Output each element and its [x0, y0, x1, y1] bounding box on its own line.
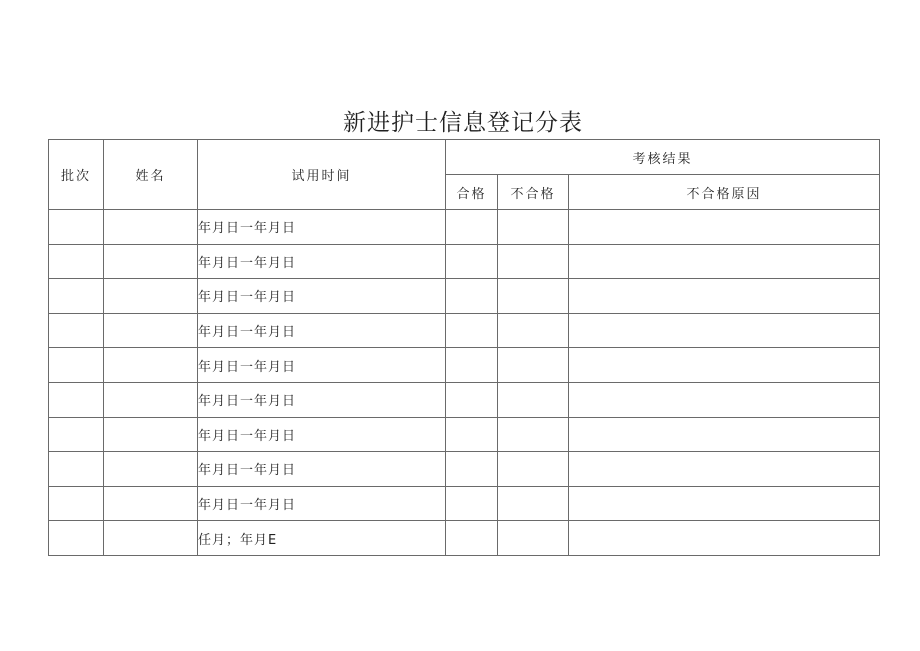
- page-title: 新进护士信息登记分表: [343, 110, 583, 136]
- cell-pass[interactable]: [446, 244, 498, 279]
- header-batch: 批次: [49, 140, 104, 210]
- cell-period[interactable]: 年月日一年月日: [198, 210, 446, 245]
- cell-fail[interactable]: [498, 313, 569, 348]
- cell-period[interactable]: 年月日一年月日: [198, 348, 446, 383]
- cell-fail[interactable]: [498, 486, 569, 521]
- cell-fail[interactable]: [498, 452, 569, 487]
- cell-fail-reason[interactable]: [569, 382, 880, 417]
- cell-name[interactable]: [104, 313, 198, 348]
- cell-fail-reason[interactable]: [569, 486, 880, 521]
- table-row: [49, 348, 880, 383]
- registration-table: [48, 139, 880, 556]
- cell-batch[interactable]: [49, 210, 104, 245]
- header-pass: 合格: [446, 175, 498, 210]
- table-row: [49, 279, 880, 314]
- cell-period[interactable]: 任月；年月E: [198, 521, 446, 556]
- header-row-main: [49, 140, 880, 175]
- cell-batch[interactable]: [49, 348, 104, 383]
- cell-fail[interactable]: [498, 348, 569, 383]
- table-row: [49, 417, 880, 452]
- cell-name[interactable]: [104, 279, 198, 314]
- cell-name[interactable]: [104, 348, 198, 383]
- cell-name[interactable]: [104, 452, 198, 487]
- cell-fail-reason[interactable]: [569, 279, 880, 314]
- table-row: [49, 521, 880, 556]
- cell-name[interactable]: [104, 244, 198, 279]
- cell-fail[interactable]: [498, 382, 569, 417]
- cell-period[interactable]: 年月日一年月日: [198, 417, 446, 452]
- header-period: 试用时间: [198, 140, 446, 210]
- cell-name[interactable]: [104, 521, 198, 556]
- cell-fail-reason[interactable]: [569, 210, 880, 245]
- cell-fail-reason[interactable]: [569, 521, 880, 556]
- cell-batch[interactable]: [49, 417, 104, 452]
- cell-pass[interactable]: [446, 417, 498, 452]
- cell-fail-reason[interactable]: [569, 417, 880, 452]
- cell-name[interactable]: [104, 210, 198, 245]
- cell-batch[interactable]: [49, 279, 104, 314]
- cell-pass[interactable]: [446, 521, 498, 556]
- cell-fail[interactable]: [498, 417, 569, 452]
- cell-pass[interactable]: [446, 382, 498, 417]
- cell-period[interactable]: 年月日一年月日: [198, 452, 446, 487]
- cell-fail[interactable]: [498, 210, 569, 245]
- cell-batch[interactable]: [49, 452, 104, 487]
- cell-fail-reason[interactable]: [569, 348, 880, 383]
- cell-fail[interactable]: [498, 279, 569, 314]
- cell-fail-reason[interactable]: [569, 313, 880, 348]
- cell-pass[interactable]: [446, 452, 498, 487]
- cell-name[interactable]: [104, 417, 198, 452]
- table-row: [49, 382, 880, 417]
- cell-batch[interactable]: [49, 521, 104, 556]
- cell-fail-reason[interactable]: [569, 452, 880, 487]
- table-row: [49, 210, 880, 245]
- cell-period[interactable]: 年月日一年月日: [198, 244, 446, 279]
- cell-period[interactable]: 年月日一年月日: [198, 279, 446, 314]
- header-fail: 不合格: [498, 175, 569, 210]
- table-row: [49, 313, 880, 348]
- cell-pass[interactable]: [446, 210, 498, 245]
- table-row: [49, 452, 880, 487]
- cell-pass[interactable]: [446, 313, 498, 348]
- cell-period[interactable]: 年月日一年月日: [198, 486, 446, 521]
- header-name: 姓名: [104, 140, 198, 210]
- cell-pass[interactable]: [446, 279, 498, 314]
- cell-batch[interactable]: [49, 244, 104, 279]
- cell-fail[interactable]: [498, 244, 569, 279]
- cell-period[interactable]: 年月日一年月日: [198, 382, 446, 417]
- cell-pass[interactable]: [446, 486, 498, 521]
- cell-pass[interactable]: [446, 348, 498, 383]
- cell-fail[interactable]: [498, 521, 569, 556]
- table-row: [49, 244, 880, 279]
- cell-period[interactable]: 年月日一年月日: [198, 313, 446, 348]
- cell-batch[interactable]: [49, 382, 104, 417]
- cell-name[interactable]: [104, 382, 198, 417]
- cell-name[interactable]: [104, 486, 198, 521]
- cell-fail-reason[interactable]: [569, 244, 880, 279]
- header-fail-reason: 不合格原因: [569, 175, 880, 210]
- cell-batch[interactable]: [49, 486, 104, 521]
- table-row: [49, 486, 880, 521]
- cell-batch[interactable]: [49, 313, 104, 348]
- header-result: 考核结果: [446, 140, 880, 175]
